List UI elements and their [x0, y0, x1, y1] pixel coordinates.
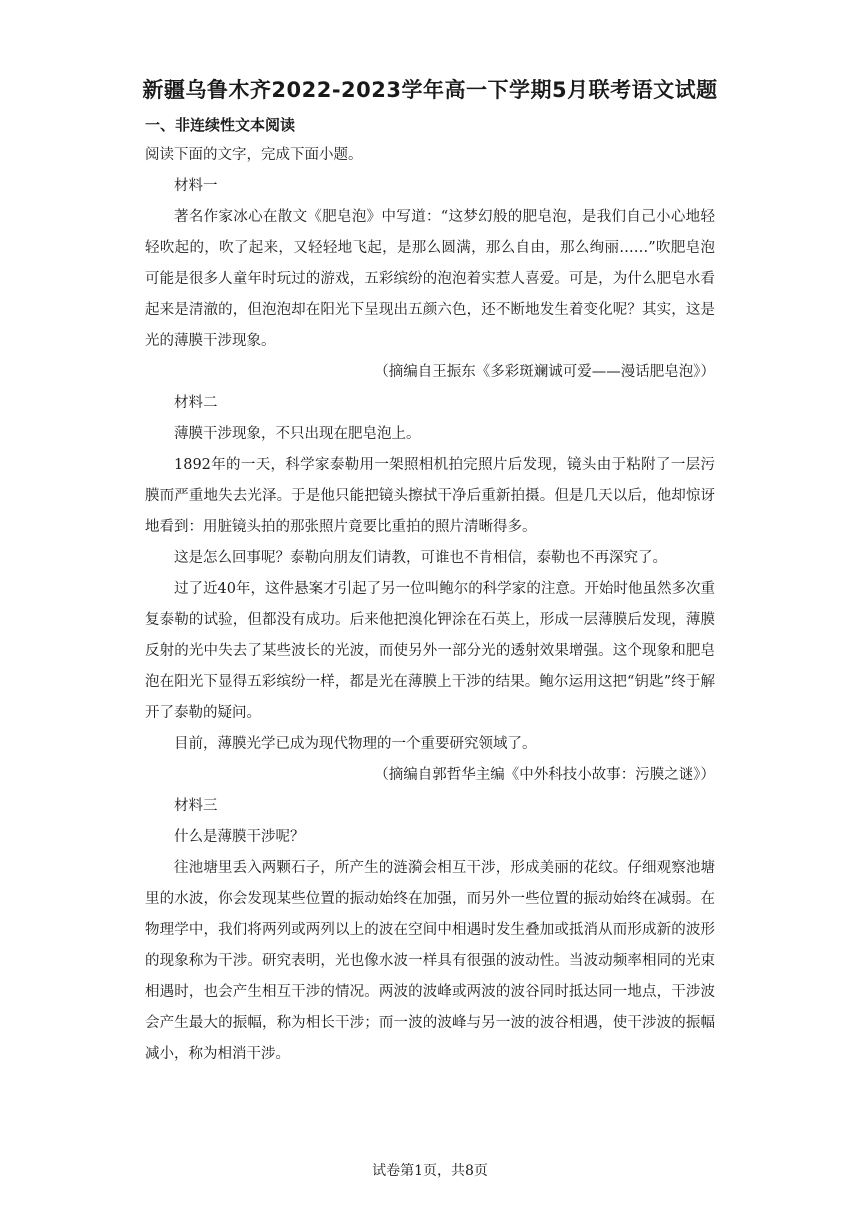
- material2-paragraph-1: 薄膜干涉现象，不只出现在肥皂泡上。: [174, 426, 421, 442]
- page-footer: 试卷第1页，共8页: [372, 1163, 488, 1179]
- material1-paragraph: 著名作家冰心在散文《肥皂泡》中写道：“这梦幻般的肥皂泡，是我们自己小心地轻轻吹起的，吹了起来，又轻轻地飞起，是那么圆满，那么自由，那么绚丽……”吹肥皂泡可能是很多人童年时玩过的游戏，五彩缤纷的泡泡着实惹人喜爱。可是，为什么肥皂水看起来是清澈的，但泡泡却在阳光下呈现出五颜六色，还不断地发生着变化呢？其实，这是光的薄膜干涉现象。: [145, 209, 715, 349]
- material2-source: （摘编自郭哲华主编《中外科技小故事：污膜之谜》）: [374, 767, 715, 783]
- material2-paragraph-2: 1892年的一天，科学家泰勒用一架照相机拍完照片后发现，镜头由于粘附了一层污膜而严重地失去光泽。于是他只能把镜头擦拭干净后重新拍摄。但是几天以后，他却惊讶地看到：用脏镜头拍的那张照片竟要比重拍的照片清晰得多。: [145, 457, 715, 535]
- instruction-text: 阅读下面的文字，完成下面小题。: [145, 147, 363, 163]
- material3-paragraph-2: 往池塘里丢入两颗石子，所产生的涟漪会相互干涉，形成美丽的花纹。仔细观察池塘里的水波，你会发现某些位置的振动始终在加强，而另外一些位置的振动始终在减弱。在物理学中，我们将两列或两列以上的波在空间中相遇时发生叠加或抵消从而形成新的波形的现象称为干涉。研究表明，光也像水波一样具有很强的波动性。当波动频率相同的光束相遇时，也会产生相互干涉的情况。两波的波峰或两波的波谷同时抵达同一地点，干涉波会产生最大的振幅，称为相长干涉；而一波的波峰与另一波的波谷相遇，使干涉波的振幅减小，称为相消干涉。: [145, 860, 715, 1062]
- section-heading: 一、非连续性文本阅读: [145, 116, 296, 134]
- material3-paragraph-1: 什么是薄膜干涉呢？: [174, 829, 305, 845]
- material2-paragraph-4: 过了近40年，这件悬案才引起了另一位叫鲍尔的科学家的注意。开始时他虽然多次重复泰勒的试验，但都没有成功。后来他把溴化钾涂在石英上，形成一层薄膜后发现，薄膜反射的光中失去了某些波长的光波，而使另外一部分光的透射效果增强。这个现象和肥皂泡在阳光下显得五彩缤纷一样，都是光在薄膜上干涉的结果。鲍尔运用这把“钥匙”终于解开了泰勒的疑问。: [145, 581, 715, 721]
- page-title: 新疆乌鲁木齐2022-2023学年高一下学期5月联考语文试题: [142, 78, 718, 102]
- material3-label: 材料三: [174, 798, 218, 814]
- material2-paragraph-3: 这是怎么回事呢？泰勒向朋友们请教，可谁也不肯相信，泰勒也不再深究了。: [174, 550, 667, 566]
- material1-label: 材料一: [174, 178, 218, 194]
- document-body: [145, 140, 715, 1070]
- material2-paragraph-5: 目前，薄膜光学已成为现代物理的一个重要研究领域了。: [174, 736, 537, 752]
- material1-source: （摘编自王振东《多彩斑斓诚可爱——漫话肥皂泡》）: [374, 364, 715, 380]
- material2-label: 材料二: [174, 395, 218, 411]
